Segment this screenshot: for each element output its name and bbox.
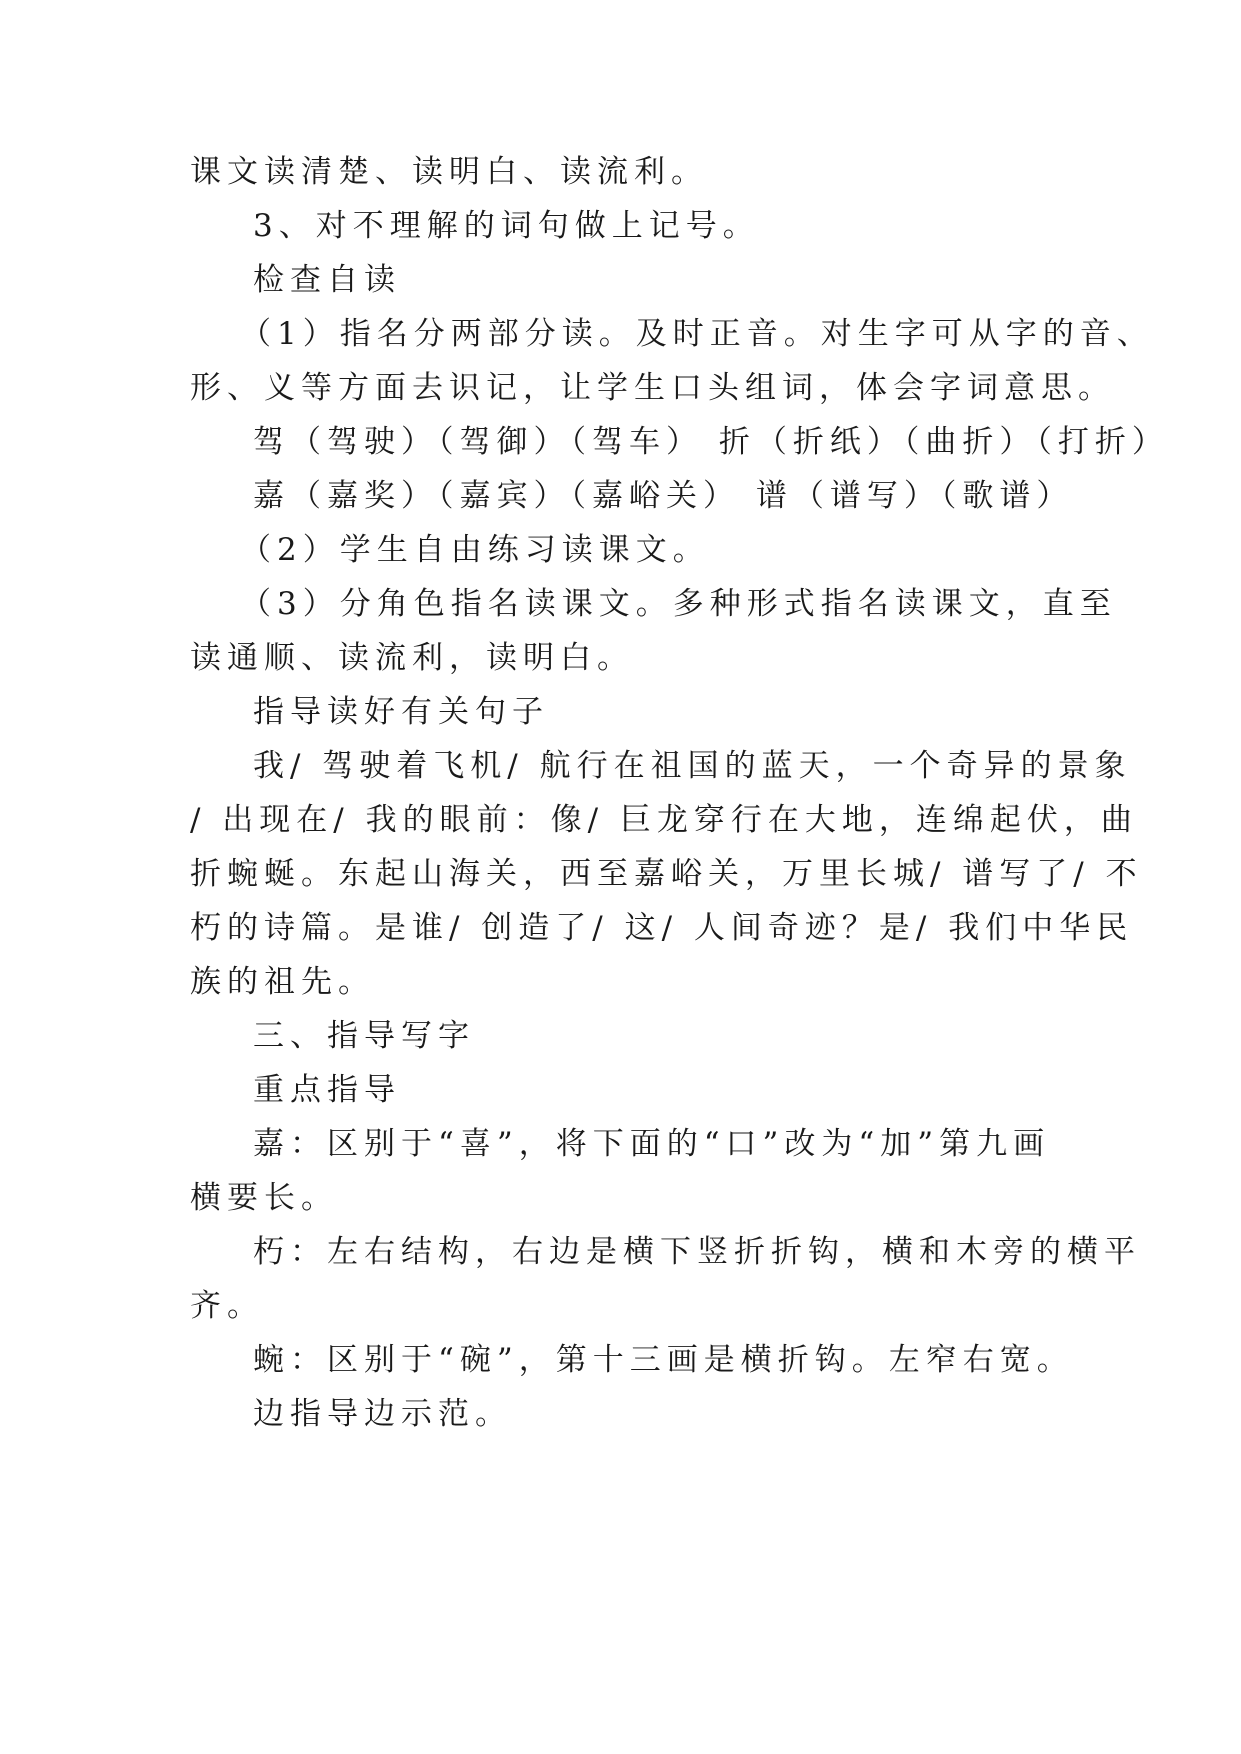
char-note-xiu-cont: 齐。 <box>190 1288 264 1324</box>
passage-line-1: 我/ 驾驶着飞机/ 航行在祖国的蓝天，一个奇异的景象 <box>253 748 1132 784</box>
char-note-jia-cont: 横要长。 <box>190 1180 338 1216</box>
passage-line-5: 族的祖先。 <box>190 964 375 1000</box>
text-line-8: （2）学生自由练习读课文。 <box>240 532 710 568</box>
section-heading-key-guidance: 重点指导 <box>253 1072 401 1108</box>
section-heading-writing: 三、指导写字 <box>253 1018 475 1054</box>
text-line-1: 课文读清楚、读明白、读流利。 <box>190 154 708 190</box>
passage-line-3: 折蜿蜒。东起山海关，西至嘉峪关，万里长城/ 谱写了/ 不 <box>190 856 1143 892</box>
text-line-9: （3）分角色指名读课文。多种形式指名读课文，直至 <box>240 586 1117 622</box>
passage-line-2: / 出现在/ 我的眼前：像/ 巨龙穿行在大地，连绵起伏，曲 <box>190 802 1138 838</box>
vocab-line-1: 驾（驾驶）（驾御）（驾车） 折（折纸）（曲折）（打折） <box>253 424 1169 460</box>
passage-line-4: 朽的诗篇。是谁/ 创造了/ 这/ 人间奇迹？是/ 我们中华民 <box>190 910 1134 946</box>
text-line-4: （1）指名分两部分读。及时正音。对生字可从字的音、 <box>240 316 1154 352</box>
text-line-demonstrate: 边指导边示范。 <box>253 1396 512 1432</box>
section-heading-self-reading: 检查自读 <box>253 262 401 298</box>
vocab-line-2: 嘉（嘉奖）（嘉宾）（嘉峪关） 谱（谱写）（歌谱） <box>253 478 1074 514</box>
text-line-2: 3、对不理解的词句做上记号。 <box>253 208 760 244</box>
char-note-wan: 蜿：区别于“碗”，第十三画是横折钩。左窄右宽。 <box>253 1342 1074 1378</box>
text-line-10: 读通顺、读流利，读明白。 <box>190 640 634 676</box>
text-line-5: 形、义等方面去识记，让学生口头组词，体会字词意思。 <box>190 370 1115 406</box>
section-heading-guided-reading: 指导读好有关句子 <box>253 694 549 730</box>
char-note-jia: 嘉：区别于“喜”，将下面的“口”改为“加”第九画 <box>253 1126 1051 1162</box>
char-note-xiu: 朽：左右结构，右边是横下竖折折钩，横和木旁的横平 <box>253 1234 1141 1270</box>
